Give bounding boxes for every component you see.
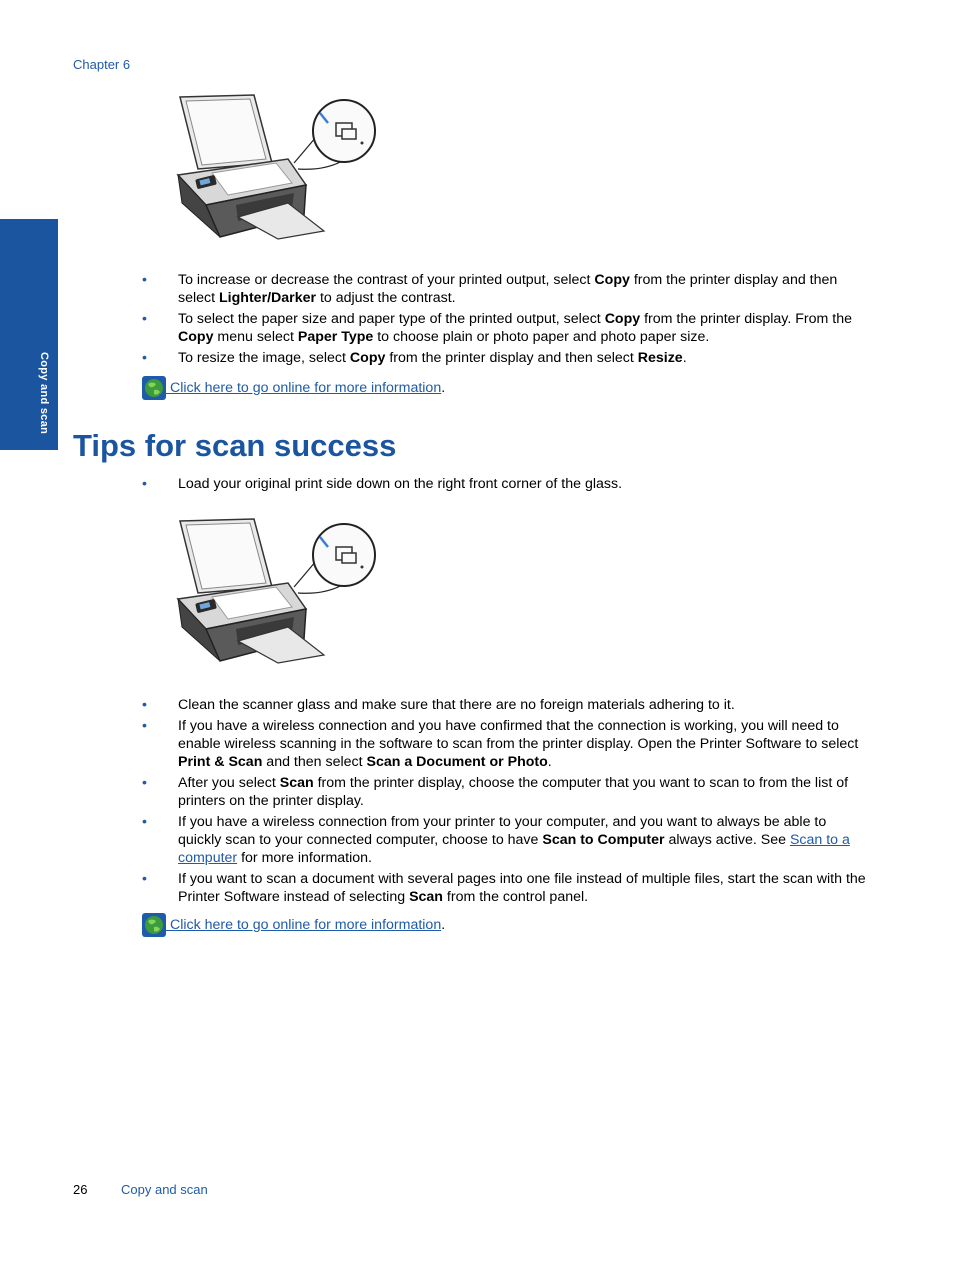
footer-section: Copy and scan — [121, 1182, 208, 1197]
online-info-row — [142, 376, 445, 400]
bullet-dot: • — [142, 476, 147, 492]
list-text: to adjust the contrast. — [316, 290, 456, 306]
printer-illustration — [176, 517, 378, 665]
load-original-list — [142, 475, 872, 496]
printer-drawing — [178, 95, 375, 239]
list-item — [142, 774, 872, 810]
bold-term: Scan — [279, 775, 314, 791]
bold-term: Lighter/Darker — [219, 290, 316, 306]
list-text: To select the paper size and paper type of the printed output, select — [178, 311, 605, 327]
list-text: If you want to scan a document with several pages into one file instead of multiple files, start the scan with the Printer Software instead of selecting — [178, 871, 866, 905]
globe-icon[interactable] — [142, 913, 166, 937]
bullet-dot: • — [142, 814, 147, 830]
list-item — [142, 310, 872, 346]
bold-term: Scan to Computer — [542, 832, 665, 848]
bullet-dot: • — [142, 718, 147, 734]
list-text: and then select — [262, 754, 367, 770]
list-text: from the printer display. From the — [640, 311, 852, 327]
list-text: from the printer display and then select — [385, 350, 638, 366]
bullet-dot: • — [142, 272, 147, 288]
list-text: To increase or decrease the contrast of your printed output, select — [178, 272, 595, 288]
list-item — [142, 717, 872, 771]
side-tab-label: Copy and scan — [38, 352, 50, 435]
bullet-dot: • — [142, 350, 147, 366]
contrast-tips-list — [142, 271, 872, 370]
list-text: Load your original print side down on the right front corner of the glass. — [178, 476, 623, 492]
page-number: 26 — [73, 1182, 88, 1197]
online-info-link[interactable]: Click here to go online for more information — [166, 380, 442, 396]
bold-term: Copy — [604, 311, 641, 327]
online-info-link[interactable]: Click here to go online for more information — [166, 917, 442, 933]
bullet-dot: • — [142, 775, 147, 791]
list-text: for more information. — [237, 850, 372, 866]
list-item — [142, 813, 872, 867]
bold-term: Copy — [349, 350, 386, 366]
bold-term: Copy — [178, 329, 214, 345]
chapter-header: Chapter 6 — [73, 57, 131, 72]
section-title: Tips for scan success — [73, 428, 397, 463]
online-info-period: . — [441, 917, 446, 933]
list-item — [142, 349, 872, 367]
list-text: from the control panel. — [442, 889, 589, 905]
list-item — [142, 696, 872, 714]
bullet-dot: • — [142, 871, 147, 887]
list-text: . — [682, 350, 687, 366]
printer-drawing — [178, 519, 375, 663]
list-text: Clean the scanner glass and make sure that there are no foreign materials adhering to it. — [178, 697, 735, 713]
list-text: If you have a wireless connection and you have confirmed that the connection is working, you will need to enable wireless scanning in the software to scan from the printer display. Open the Printer Software to select — [178, 718, 859, 752]
list-text: . — [547, 754, 552, 770]
bullet-dot: • — [142, 311, 147, 327]
bold-term: Scan — [409, 889, 443, 905]
list-text: from the printer display, choose the computer that you want to scan to from the list of printers on the printer display. — [178, 775, 849, 809]
cross-ref-link[interactable]: Scan to a computer — [178, 832, 850, 866]
list-item — [142, 475, 872, 493]
list-item — [142, 271, 872, 307]
bold-term: Paper Type — [297, 329, 374, 345]
bold-term: Copy — [594, 272, 630, 288]
online-info-period: . — [441, 380, 446, 396]
list-text: from the printer display and then select — [178, 272, 838, 306]
scan-tips-list — [142, 696, 872, 909]
list-text: If you have a wireless connection from your printer to your computer, and you want to always be able to quickly scan to your connected computer, choose to have — [178, 814, 827, 848]
bold-term: Scan a Document or Photo — [366, 754, 548, 770]
list-text: always active. See — [664, 832, 790, 848]
list-text: menu select — [213, 329, 298, 345]
bold-term: Print & Scan — [178, 754, 263, 770]
bullet-dot: • — [142, 697, 147, 713]
printer-illustration — [176, 93, 378, 241]
globe-icon[interactable] — [142, 376, 166, 400]
online-info-row — [142, 913, 445, 937]
bold-term: Resize — [637, 350, 683, 366]
list-text: to choose plain or photo paper and photo paper size. — [373, 329, 710, 345]
list-text: To resize the image, select — [178, 350, 350, 366]
list-text: After you select — [178, 775, 280, 791]
list-item — [142, 870, 872, 906]
